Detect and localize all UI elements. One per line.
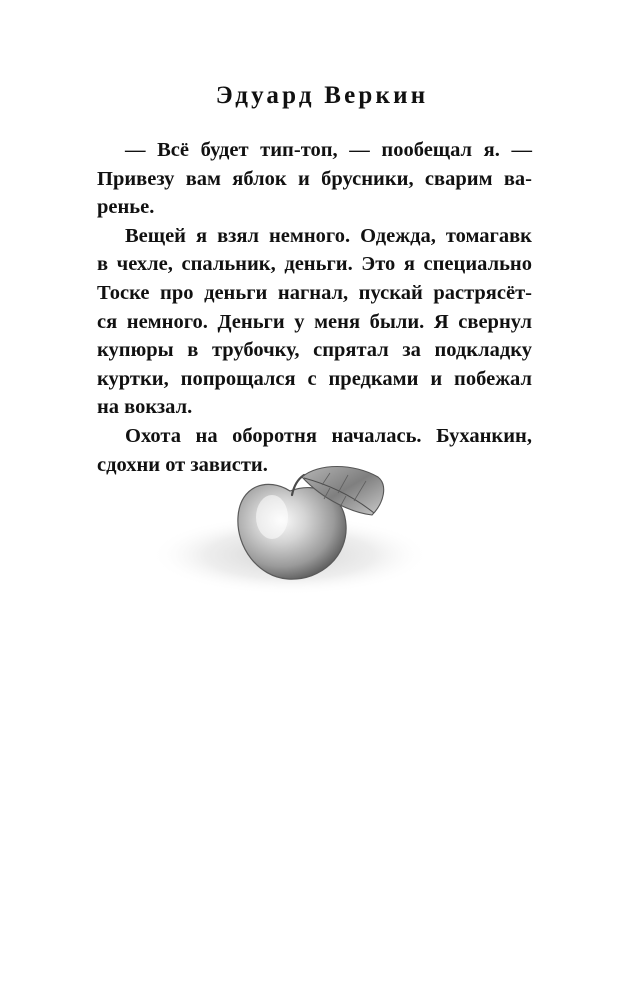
text-line: ренье. — [97, 196, 155, 219]
apple-with-leaf-icon — [140, 455, 440, 605]
text-line: сдохни от зависти. — [97, 453, 268, 476]
text-line: ся немного. Деньги у меня были. Я свернул — [97, 310, 532, 333]
text-line: — Всё будет тип-топ, — пообещал я. — — [125, 139, 532, 161]
running-head-author: Эдуард Веркин — [215, 82, 429, 109]
text-line: Охота на оборотня началась. Буханкин, — [125, 424, 532, 447]
text-line: Вещей я взял немного. Одежда, томагавк — [125, 224, 532, 247]
body-text — [97, 136, 532, 479]
text-line: Тоске про деньги нагнал, пускай растрясёт- — [97, 281, 532, 304]
text-line: в чехле, спальник, деньги. Это я специально — [97, 253, 532, 276]
apple-highlight — [256, 495, 288, 539]
text-line: на вокзал. — [97, 396, 193, 419]
text-line: купюры в трубочку, спрятал за подкладку — [97, 339, 532, 362]
text-line: Привезу вам яблок и брусники, сварим ва- — [97, 167, 532, 190]
text-line: куртки, попрощался с предками и побежал — [97, 367, 532, 390]
